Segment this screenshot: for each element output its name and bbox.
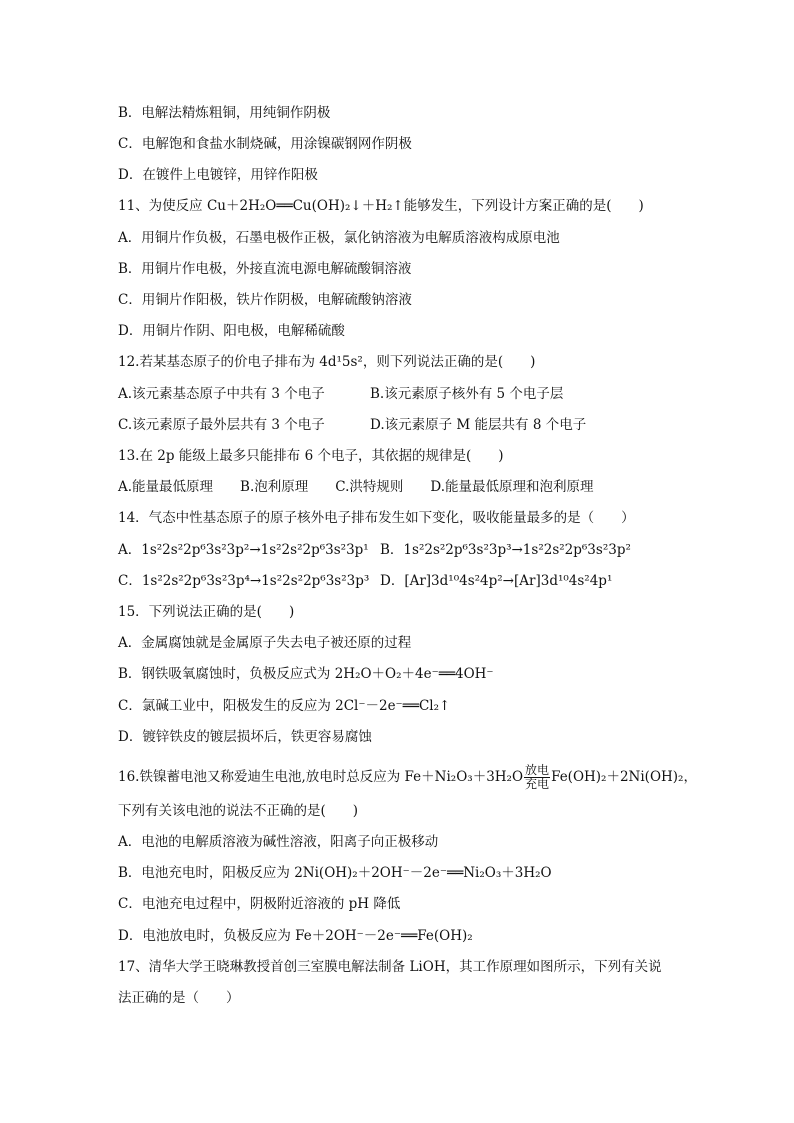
option-line: C.该元素原子最外层共有 3 个电子 bbox=[118, 417, 325, 433]
option-line: C．1s²2s²2p⁶3s²3p⁴→1s²2s²2p⁶3s²3p³ bbox=[118, 573, 370, 589]
question-17: 17、清华大学王晓琳教授首创三室膜电解法制备 LiOH，其工作原理如图所示，下列有关说 bbox=[118, 959, 662, 975]
question-16-lead: 16.铁镍蓄电池又称爱迪生电池,放电时总反应为 Fe＋Ni₂O₃＋3H₂O bbox=[118, 769, 524, 785]
question-16 bbox=[118, 764, 697, 791]
option-line: D．镀锌铁皮的镀层损坏后，铁更容易腐蚀 bbox=[118, 729, 372, 745]
question-16-products: Fe(OH)₂＋2Ni(OH)₂， bbox=[551, 769, 697, 785]
option-line: A．电池的电解质溶液为碱性溶液，阳离子向正极移动 bbox=[118, 834, 439, 850]
option-line: D.该元素原子 M 能层共有 8 个电子 bbox=[370, 417, 587, 433]
option-line: C．氯碱工业中，阳极发生的反应为 2Cl⁻－2e⁻══Cl₂↑ bbox=[118, 698, 451, 714]
option-line: D．在镀件上电镀锌，用锌作阳极 bbox=[118, 167, 318, 183]
question-12: 12.若某基态原子的价电子排布为 4d¹5s²，则下列说法正确的是( ) bbox=[118, 354, 536, 370]
option-line: C．用铜片作阳极，铁片作阴极，电解硫酸钠溶液 bbox=[118, 292, 412, 308]
option-line: D．[Ar]3d¹⁰4s²4p²→[Ar]3d¹⁰4s²4p¹ bbox=[380, 573, 613, 589]
option-line: D．电池放电时，负极反应为 Fe＋2OH⁻－2e⁻══Fe(OH)₂ bbox=[118, 928, 473, 944]
option-line: C．电池充电过程中，阴极附近溶液的 pH 降低 bbox=[118, 896, 401, 912]
option-line: C．电解饱和食盐水制烧碱，用涂镍碳钢网作阴极 bbox=[118, 136, 412, 152]
option-line: B．电池充电时，阳极反应为 2Ni(OH)₂＋2OH⁻－2e⁻══Ni₂O₃＋3H₂O bbox=[118, 865, 552, 881]
option-line: A．1s²2s²2p⁶3s²3p²→1s²2s²2p⁶3s²3p¹ bbox=[118, 542, 369, 558]
option-line: A.能量最低原理 B.泡利原理 C.洪特规则 D.能量最低原理和泡利原理 bbox=[118, 479, 594, 495]
option-line: D．用铜片作阴、阳电极，电解稀硫酸 bbox=[118, 323, 345, 339]
question-17-line2: 法正确的是（ ） bbox=[118, 990, 240, 1006]
question-14: 14．气态中性基态原子的原子核外电子排布发生如下变化，吸收能量最多的是（ ） bbox=[118, 510, 635, 526]
option-line: B．用铜片作电极，外接直流电源电解硫酸铜溶液 bbox=[118, 261, 412, 277]
charge-label: 充电 bbox=[525, 777, 550, 791]
option-line: B．钢铁吸氧腐蚀时，负极反应式为 2H₂O＋O₂＋4e⁻══4OH⁻ bbox=[118, 666, 494, 682]
option-line: B．1s²2s²2p⁶3s²3p³→1s²2s²2p⁶3s²3p² bbox=[380, 542, 631, 558]
option-line: A．金属腐蚀就是金属原子失去电子被还原的过程 bbox=[118, 635, 412, 651]
option-line: B.该元素原子核外有 5 个电子层 bbox=[370, 386, 564, 402]
question-11: 11、为使反应 Cu＋2H₂O══Cu(OH)₂↓＋H₂↑能够发生，下列设计方案正确的是( ) bbox=[118, 198, 644, 214]
question-16-line2: 下列有关该电池的说法不正确的是( ) bbox=[118, 803, 359, 819]
option-line: A.该元素基态原子中共有 3 个电子 bbox=[118, 386, 325, 402]
option-line: A．用铜片作负极，石墨电极作正极，氯化钠溶液为电解质溶液构成原电池 bbox=[118, 230, 560, 246]
question-13: 13.在 2p 能级上最多只能排布 6 个电子，其依据的规律是( ) bbox=[118, 448, 504, 464]
discharge-label: 放电 bbox=[525, 763, 550, 777]
option-line: B．电解法精炼粗铜，用纯铜作阴极 bbox=[118, 105, 331, 121]
reversible-arrow bbox=[524, 764, 550, 791]
question-15: 15．下列说法正确的是( ) bbox=[118, 604, 295, 620]
